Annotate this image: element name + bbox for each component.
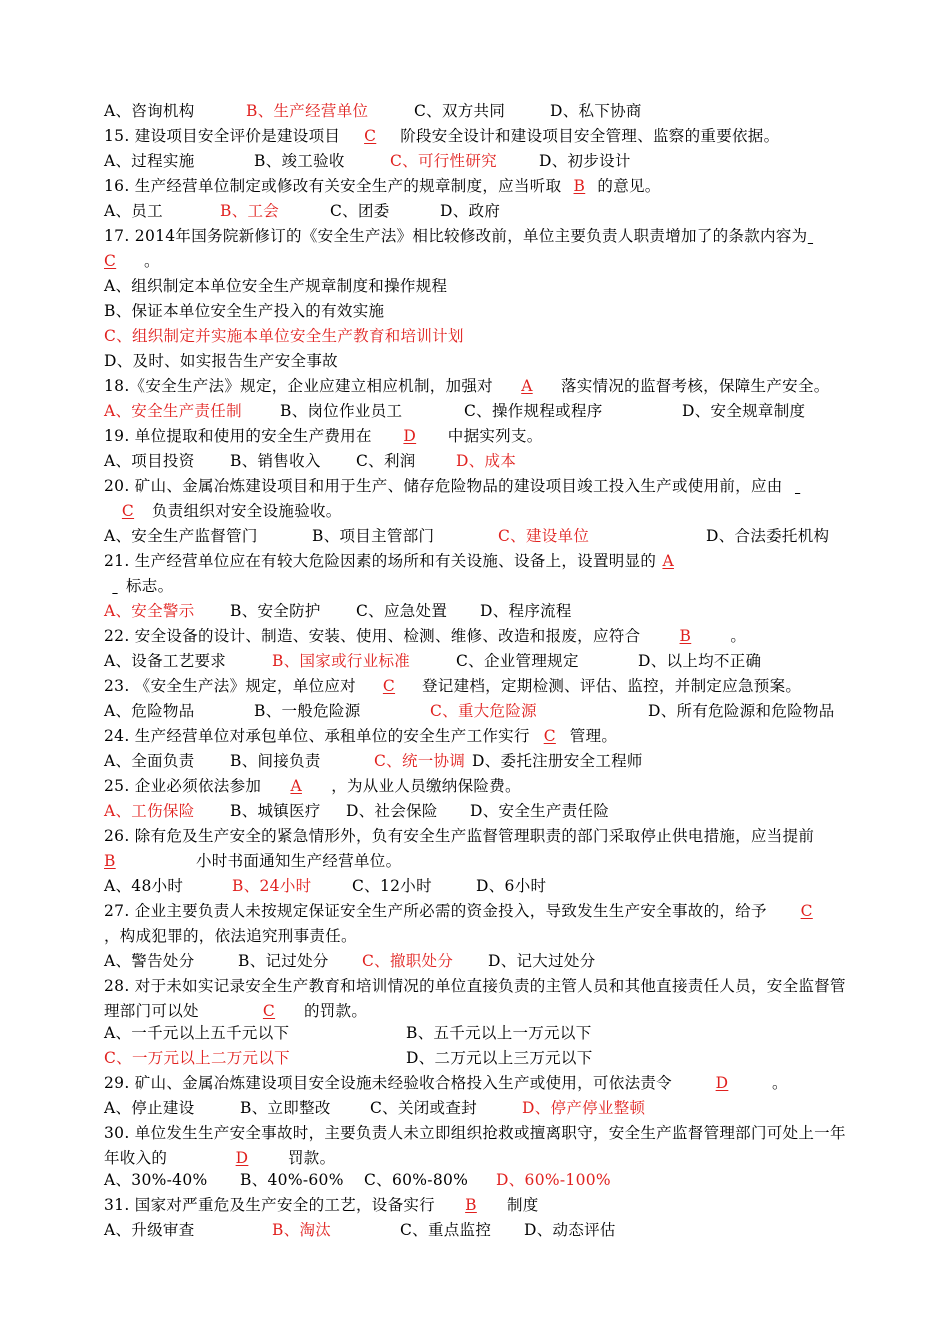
question-q23 xyxy=(104,674,850,698)
option-d: D、6小时 xyxy=(476,877,547,895)
question-text: 。 xyxy=(144,252,160,270)
answer-blank: D xyxy=(715,1074,729,1092)
question-text: 负责组织对安全设施验收。 xyxy=(152,502,342,520)
option-a: A、安全警示 xyxy=(104,602,195,620)
option-b: B、记过处分 xyxy=(238,952,329,970)
answer-blank: C xyxy=(262,1002,276,1020)
answer-blank: D xyxy=(235,1149,249,1167)
question-q26-cont xyxy=(104,849,850,873)
question-q21 xyxy=(104,549,850,573)
option-a: A、咨询机构 xyxy=(104,102,195,120)
option-a: A、一千元以上五千元以下 xyxy=(104,1024,290,1042)
option-a: A、警告处分 xyxy=(104,952,195,970)
answer-blank-end xyxy=(104,574,126,598)
options-line xyxy=(104,949,850,973)
question-q27-cont xyxy=(104,924,850,948)
option-c: C、利润 xyxy=(356,452,416,470)
option-d: D、以上均不正确 xyxy=(638,652,762,670)
option-a: A、危险物品 xyxy=(104,702,195,720)
question-text: ，为从业人员缴纳保险费。 xyxy=(331,777,521,795)
question-text: 的意见。 xyxy=(597,177,661,195)
options-line xyxy=(104,1046,850,1070)
question-text: 管理。 xyxy=(569,727,618,745)
option-line xyxy=(104,299,850,323)
question-q24 xyxy=(104,724,850,748)
question-text: 登记建档，定期检测、评估、监控，并制定应急预案。 xyxy=(421,677,802,695)
answer-blank: C xyxy=(382,677,396,695)
option-d: D、私下协商 xyxy=(550,102,642,120)
question-text: 18.《安全生产法》规定，企业应建立相应机制，加强对 xyxy=(104,377,493,395)
option-d: D、委托注册安全工程师 xyxy=(472,752,643,770)
option-c: C、一万元以上二万元以下 xyxy=(104,1049,290,1067)
options-line xyxy=(104,649,850,673)
option-c: C、建设单位 xyxy=(498,527,590,545)
question-q27 xyxy=(104,899,850,923)
answer-blank-start xyxy=(783,474,813,498)
option-b: B、国家或行业标准 xyxy=(272,652,411,670)
options-line xyxy=(104,874,850,898)
answer-blank: C xyxy=(121,502,135,520)
answer-blank-start xyxy=(807,224,813,248)
question-text: 制度 xyxy=(506,1196,539,1214)
question-q21-cont xyxy=(104,574,850,598)
options-line xyxy=(104,399,850,423)
question-q20 xyxy=(104,474,850,498)
options-line xyxy=(104,599,850,623)
option-c: C、60%-80% xyxy=(364,1171,469,1189)
option-line xyxy=(104,274,850,298)
option-d: D、动态评估 xyxy=(524,1221,616,1239)
question-text: 22. 安全设备的设计、制造、安装、使用、检测、维修、改造和报废，应符合 xyxy=(104,627,641,645)
option-c: C、组织制定并实施本单位安全生产教育和培训计划 xyxy=(104,327,464,345)
answer-blank: C xyxy=(800,902,813,920)
options-line xyxy=(104,699,850,723)
option-d: D、所有危险源和危险物品 xyxy=(648,702,835,720)
question-q31 xyxy=(104,1193,850,1217)
option-c: C、应急处置 xyxy=(356,602,448,620)
question-text: 的罚款。 xyxy=(304,1002,368,1020)
question-text: 27. 企业主要负责人未按规定保证安全生产所必需的资金投入，导致发生生产安全事故的，给予 xyxy=(104,902,767,920)
options-line xyxy=(104,524,850,548)
question-text: 26. 除有危及生产安全的紧急情形外，负有安全生产监督管理职责的部门采取停止供电措施，应当提前 xyxy=(104,827,815,845)
option-a: A、停止建设 xyxy=(104,1099,195,1117)
question-q17 xyxy=(104,224,850,248)
option-d: D、停产停业整顿 xyxy=(522,1099,646,1117)
option-d: D、初步设计 xyxy=(539,152,631,170)
option-d: D、记大过处分 xyxy=(488,952,596,970)
question-text: 23. 《安全生产法》规定，单位应对 xyxy=(104,677,356,695)
question-text: 中据实列支。 xyxy=(447,427,543,445)
answer-blank: B xyxy=(573,177,586,195)
question-text: 17. 2014年国务院新修订的《安全生产法》相比较修改前，单位主要负责人职责增加了的条款内容为 xyxy=(104,227,808,245)
answer-blank: A xyxy=(662,552,674,570)
option-c: C、统一协调 xyxy=(374,752,466,770)
options-line xyxy=(104,1218,850,1242)
question-q18 xyxy=(104,374,850,398)
question-text: 标志。 xyxy=(126,577,174,595)
question-text: ，构成犯罪的，依法追究刑事责任。 xyxy=(104,927,357,945)
option-c: C、可行性研究 xyxy=(390,152,497,170)
question-q30 xyxy=(104,1121,850,1171)
question-text: 。 xyxy=(730,627,747,645)
option-a: A、全面负责 xyxy=(104,752,195,770)
option-c: D、社会保险 xyxy=(346,802,438,820)
question-q22 xyxy=(104,624,850,648)
question-text: 。 xyxy=(771,1074,788,1092)
option-a: A、项目投资 xyxy=(104,452,195,470)
question-text: 28. 对于未如实记录安全生产教育和培训情况的单位直接负责的主管人员和其他直接责任人员，安全监督管理部门可以处 xyxy=(104,977,846,1020)
option-c: C、双方共同 xyxy=(414,102,506,120)
option-b: B、城镇医疗 xyxy=(230,802,321,820)
question-q26 xyxy=(104,824,850,848)
option-b: B、项目主管部门 xyxy=(312,527,435,545)
option-a: A、组织制定本单位安全生产规章制度和操作规程 xyxy=(104,277,448,295)
option-b: B、淘汰 xyxy=(272,1221,332,1239)
option-b: B、生产经营单位 xyxy=(246,102,369,120)
question-q15 xyxy=(104,124,850,148)
question-q20-cont xyxy=(104,499,850,523)
option-a: A、员工 xyxy=(104,202,163,220)
option-a: A、安全生产责任制 xyxy=(104,402,242,420)
option-a: A、30%-40% xyxy=(104,1171,208,1189)
question-text: 25. 企业必须依法参加 xyxy=(104,777,262,795)
option-d: D、及时、如实报告生产安全事故 xyxy=(104,352,338,370)
option-b: B、24小时 xyxy=(232,877,312,895)
option-c: C、团委 xyxy=(330,202,390,220)
option-d: D、政府 xyxy=(440,202,501,220)
option-a: A、安全生产监督管门 xyxy=(104,527,258,545)
option-d: D、60%-100% xyxy=(496,1171,611,1189)
option-d: D、二万元以上三万元以下 xyxy=(406,1049,593,1067)
option-c: C、重大危险源 xyxy=(430,702,537,720)
options-line xyxy=(104,799,850,823)
option-b: B、竣工验收 xyxy=(254,152,345,170)
options-line xyxy=(104,1168,850,1192)
option-d: D、安全生产责任险 xyxy=(470,802,610,820)
option-a: A、48小时 xyxy=(104,877,184,895)
option-a: A、设备工艺要求 xyxy=(104,652,227,670)
question-q28 xyxy=(104,974,850,1024)
option-b: B、销售收入 xyxy=(230,452,321,470)
question-text: 24. 生产经营单位对承包单位、承租单位的安全生产工作实行 xyxy=(104,727,530,745)
answer-blank: D xyxy=(403,427,417,445)
options-line xyxy=(104,99,850,123)
option-b: B、五千元以上一万元以下 xyxy=(406,1024,592,1042)
answer-blank: A xyxy=(290,777,302,795)
answer-blank: A xyxy=(521,377,533,395)
options-line xyxy=(104,1096,850,1120)
option-b: B、立即整改 xyxy=(240,1099,331,1117)
option-b: B、安全防护 xyxy=(230,602,321,620)
option-b: B、工会 xyxy=(220,202,280,220)
question-text: 21. 生产经营单位应在有较大危险因素的场所和有关设施、设备上，设置明显的 xyxy=(104,552,657,570)
question-text: 20. 矿山、金属冶炼建设项目和用于生产、储存危险物品的建设项目竣工投入生产或使用前，应由 xyxy=(104,477,783,495)
option-line xyxy=(104,349,850,373)
answer-blank: C xyxy=(104,252,117,270)
question-text: 小时书面通知生产经营单位。 xyxy=(196,852,402,870)
question-text: 19. 单位提取和使用的安全生产费用在 xyxy=(104,427,372,445)
options-line xyxy=(104,1021,850,1045)
question-text: 16. 生产经营单位制定或修改有关安全生产的规章制度，应当听取 xyxy=(104,177,562,195)
question-q29 xyxy=(104,1071,850,1095)
option-d: D、合法委托机构 xyxy=(706,527,830,545)
option-c: C、关闭或查封 xyxy=(370,1099,477,1117)
question-q16 xyxy=(104,174,850,198)
option-d: D、安全规章制度 xyxy=(682,402,806,420)
question-text: 31. 国家对严重危及生产安全的工艺，设备实行 xyxy=(104,1196,435,1214)
question-q17-cont xyxy=(104,249,850,273)
answer-blank: B xyxy=(679,627,692,645)
option-b: B、岗位作业员工 xyxy=(280,402,403,420)
options-line xyxy=(104,749,850,773)
question-text: 落实情况的监督考核，保障生产安全。 xyxy=(560,377,830,395)
option-b: B、间接负责 xyxy=(230,752,321,770)
options-line xyxy=(104,199,850,223)
option-a: A、升级审查 xyxy=(104,1221,195,1239)
question-q25 xyxy=(104,774,850,798)
options-line xyxy=(104,449,850,473)
answer-blank: B xyxy=(465,1196,477,1214)
option-c: C、撤职处分 xyxy=(362,952,454,970)
question-q19 xyxy=(104,424,850,448)
question-text: 30. 单位发生生产安全事故时，主要负责人未立即组织抢救或擅离职守，安全生产监督管理部门可处上一年年收入的 xyxy=(104,1124,846,1167)
option-c: C、操作规程或程序 xyxy=(464,402,603,420)
option-b: B、40%-60% xyxy=(240,1171,344,1189)
option-d: D、成本 xyxy=(456,452,517,470)
option-d: D、程序流程 xyxy=(480,602,572,620)
option-c: C、重点监控 xyxy=(400,1221,492,1239)
option-b: B、一般危险源 xyxy=(254,702,361,720)
option-b: B、保证本单位安全生产投入的有效实施 xyxy=(104,302,385,320)
option-line xyxy=(104,324,850,348)
question-text: 15. 建设项目安全评价是建设项目 xyxy=(104,127,341,145)
options-line xyxy=(104,149,850,173)
option-a: A、工伤保险 xyxy=(104,802,195,820)
option-c: C、12小时 xyxy=(352,877,432,895)
answer-blank: C xyxy=(543,727,556,745)
question-text: 阶段安全设计和建设项目安全管理、监察的重要依据。 xyxy=(400,127,780,145)
option-a: A、过程实施 xyxy=(104,152,195,170)
answer-blank: B xyxy=(104,852,116,870)
question-text: 罚款。 xyxy=(288,1149,336,1167)
question-text: 29. 矿山、金属冶炼建设项目安全设施未经验收合格投入生产或使用，可依法责令 xyxy=(104,1074,672,1092)
answer-blank: C xyxy=(364,127,377,145)
option-c: C、企业管理规定 xyxy=(456,652,579,670)
